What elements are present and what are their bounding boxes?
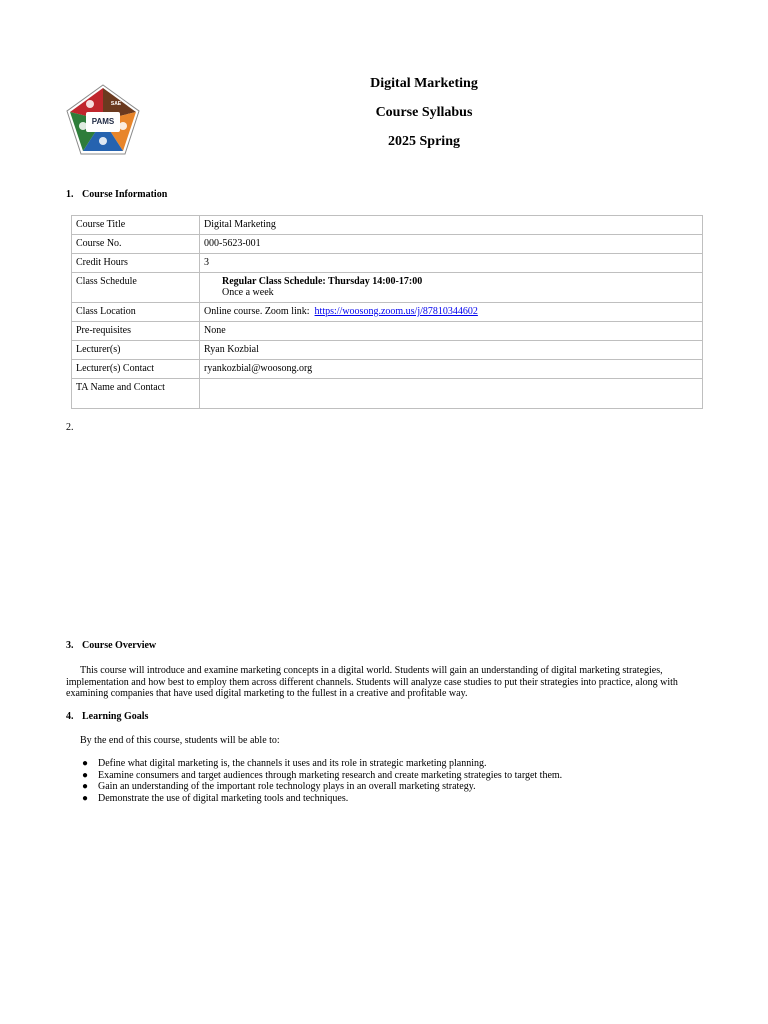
- section-number: 2.: [66, 422, 74, 433]
- row-value: None: [200, 322, 703, 341]
- row-label: Class Location: [72, 303, 200, 322]
- logo-emblem-icon: [119, 122, 127, 130]
- bullet-icon: ●: [82, 758, 89, 769]
- section-number: 1.: [66, 189, 74, 200]
- row-label: Lecturer(s) Contact: [72, 360, 200, 379]
- table-row: [72, 379, 703, 409]
- document-term: 2025 Spring: [388, 134, 460, 149]
- table-row: [72, 235, 703, 254]
- table-row: [72, 322, 703, 341]
- row-label: Lecturer(s): [72, 341, 200, 360]
- list-item: [66, 781, 562, 793]
- logo-emblem-icon: [79, 122, 87, 130]
- logo-tag: SAE: [110, 101, 122, 107]
- logo-text: PAMS: [91, 117, 115, 126]
- schedule-value: [200, 273, 703, 303]
- row-label: Pre-requisites: [72, 322, 200, 341]
- course-overview-text: This course will introduce and examine marketing concepts in a digital world. Students will gain an understanding of digital marketing strategies, implementation and how best to employ them across different channels. Students will analyze case studies to put their strategies into practice, along with examining companies that have used digital marketing to the fullest in a creative and profitable way.: [66, 665, 678, 699]
- row-value: [200, 379, 703, 409]
- goal-text: Gain an understanding of the important role technology plays in an overall marketing strategy.: [98, 781, 476, 792]
- zoom-link[interactable]: https://woosong.zoom.us/j/87810344602: [314, 306, 478, 317]
- learning-goals-list: [66, 758, 562, 804]
- goal-text: Demonstrate the use of digital marketing tools and techniques.: [98, 792, 349, 804]
- section-title: Learning Goals: [82, 711, 149, 722]
- row-value: 000-5623-001: [200, 235, 703, 254]
- section-4-heading: [66, 711, 148, 722]
- row-label: Course No.: [72, 235, 200, 254]
- course-info-table: [71, 215, 703, 409]
- bullet-icon: ●: [82, 781, 89, 792]
- goal-text: Examine consumers and target audiences through marketing research and create marketing strategies to target them.: [98, 769, 563, 781]
- list-item: [66, 793, 562, 805]
- table-row: [72, 273, 703, 303]
- section-2-heading: [66, 422, 74, 433]
- section-number: 4.: [66, 711, 74, 722]
- list-item: [66, 758, 562, 770]
- goal-text: Define what digital marketing is, the channels it uses and its role in strategic marketing planning.: [98, 758, 487, 769]
- table-row: [72, 216, 703, 235]
- section-title: Course Information: [82, 189, 168, 200]
- bullet-icon: ●: [82, 769, 89, 781]
- logo-emblem-icon: [86, 100, 94, 108]
- row-label: Credit Hours: [72, 254, 200, 273]
- document-subtitle: Course Syllabus: [375, 105, 473, 120]
- section-number: 3.: [66, 640, 74, 651]
- row-value: Digital Marketing: [200, 216, 703, 235]
- table-row: [72, 360, 703, 379]
- location-value: [200, 303, 703, 322]
- logo-emblem-icon: [99, 137, 107, 145]
- list-item: [66, 770, 562, 782]
- section-3-heading: [66, 640, 156, 651]
- row-label: Class Schedule: [72, 273, 200, 303]
- location-text: Online course. Zoom link:: [204, 306, 310, 317]
- row-value: 3: [200, 254, 703, 273]
- section-1-heading: [66, 189, 167, 200]
- bullet-icon: ●: [82, 792, 89, 804]
- section-title: Course Overview: [82, 640, 157, 651]
- document-title: Digital Marketing: [370, 76, 478, 91]
- row-value: Ryan Kozbial: [200, 341, 703, 360]
- schedule-frequency: Once a week: [222, 287, 274, 298]
- table-row: [72, 254, 703, 273]
- learning-goals-intro: By the end of this course, students will be able to:: [80, 735, 280, 746]
- table-row: [72, 341, 703, 360]
- row-label: TA Name and Contact: [72, 379, 200, 409]
- table-row: [72, 303, 703, 322]
- row-value: ryankozbial@woosong.org: [200, 360, 703, 379]
- row-label: Course Title: [72, 216, 200, 235]
- pams-logo: [66, 84, 140, 156]
- schedule-regular: Regular Class Schedule: Thursday 14:00-17:00: [222, 276, 423, 287]
